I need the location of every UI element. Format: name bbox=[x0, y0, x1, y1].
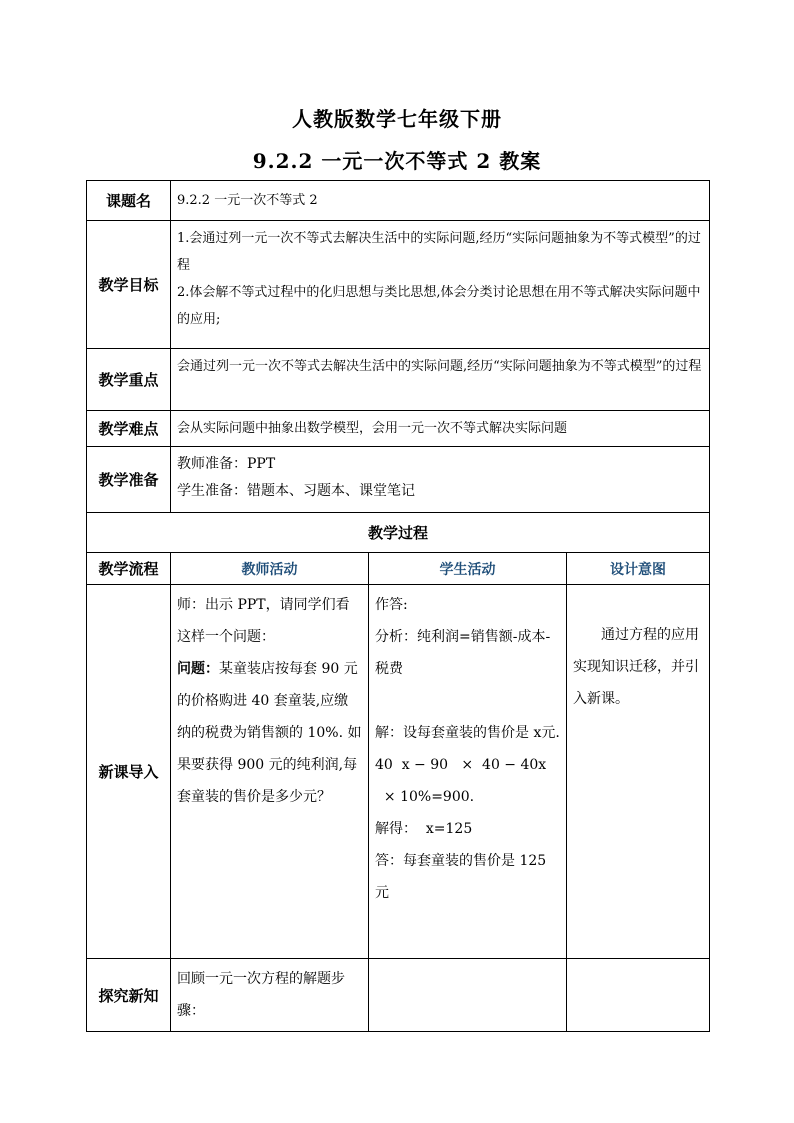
preparation-row bbox=[87, 447, 710, 513]
topic-value: 9.2.2 一元一次不等式 2 bbox=[171, 181, 710, 221]
student-line: 解：设每套童装的售价是 x元. bbox=[375, 725, 560, 741]
document-title: 人教版数学七年级下册 bbox=[292, 107, 502, 131]
column-header-row bbox=[87, 553, 710, 585]
student-preparation: 学生准备：错题本、习题本、课堂笔记 bbox=[177, 483, 415, 499]
table-row bbox=[87, 959, 710, 1032]
goals-label: 教学目标 bbox=[87, 221, 171, 349]
lesson-plan-table bbox=[86, 180, 710, 1032]
student-activity bbox=[369, 959, 567, 1032]
table-row bbox=[87, 585, 710, 959]
column-header-student: 学生活动 bbox=[369, 553, 567, 585]
flow-label: 新课导入 bbox=[87, 585, 171, 959]
topic-label: 课题名 bbox=[87, 181, 171, 221]
student-line: 解得： x=125 bbox=[375, 821, 473, 837]
column-header-intent: 设计意图 bbox=[567, 553, 710, 585]
student-line: 答：每套童装的售价是 125 元 bbox=[375, 853, 547, 901]
difficulties-label: 教学难点 bbox=[87, 411, 171, 447]
problem-text: 某童装店按每套 90 元的价格购进 40 套童装,应缴纳的税费为销售额的 10%. 如果要获得 900 元的纯利润,每套童装的售价是多少元？ bbox=[177, 661, 362, 805]
key-points-label: 教学重点 bbox=[87, 349, 171, 411]
student-line: × 10%=900. bbox=[375, 789, 475, 805]
goal-item: 2.体会解不等式过程中的化归思想与类比思想,体会分类讨论思想在用不等式解决实际问题中的应用; bbox=[177, 285, 701, 327]
goals-content bbox=[171, 221, 710, 349]
lesson-title: 9.2.2 一元一次不等式 2 教案 bbox=[252, 149, 542, 173]
key-points-value: 会通过列一元一次不等式去解决生活中的实际问题,经历“实际问题抽象为不等式模型”的过程 bbox=[171, 349, 710, 411]
student-line bbox=[375, 685, 560, 717]
student-line: 作答: bbox=[375, 597, 408, 613]
difficulties-row bbox=[87, 411, 710, 447]
process-title: 教学过程 bbox=[87, 513, 710, 553]
goals-row bbox=[87, 221, 710, 349]
column-header-teacher: 教师活动 bbox=[171, 553, 369, 585]
design-intent bbox=[567, 585, 710, 959]
topic-row bbox=[87, 181, 710, 221]
teacher-activity: 回顾一元一次方程的解题步骤： bbox=[171, 959, 369, 1032]
teacher-intro: 师：出示 PPT，请同学们看这样一个问题： bbox=[177, 597, 350, 645]
intent-text: 通过方程的应用实现知识迁移，并引入新课。 bbox=[573, 627, 699, 707]
student-line: 分析：纯利润=销售额-成本-税费 bbox=[375, 629, 551, 677]
column-header-flow: 教学流程 bbox=[87, 553, 171, 585]
problem-label: 问题： bbox=[177, 661, 219, 677]
student-activity bbox=[369, 585, 567, 959]
process-title-row bbox=[87, 513, 710, 553]
teacher-preparation: 教师准备：PPT bbox=[177, 456, 276, 472]
preparation-label: 教学准备 bbox=[87, 447, 171, 513]
teacher-activity bbox=[171, 585, 369, 959]
goal-item: 1.会通过列一元一次不等式去解决生活中的实际问题,经历“实际问题抽象为不等式模型”的过程 bbox=[177, 231, 701, 273]
design-intent bbox=[567, 959, 710, 1032]
preparation-content bbox=[171, 447, 710, 513]
key-points-row bbox=[87, 349, 710, 411]
difficulties-value: 会从实际问题中抽象出数学模型，会用一元一次不等式解决实际问题 bbox=[171, 411, 710, 447]
student-line: 40 x − 90 × 40 − 40x bbox=[375, 757, 547, 773]
flow-label: 探究新知 bbox=[87, 959, 171, 1032]
